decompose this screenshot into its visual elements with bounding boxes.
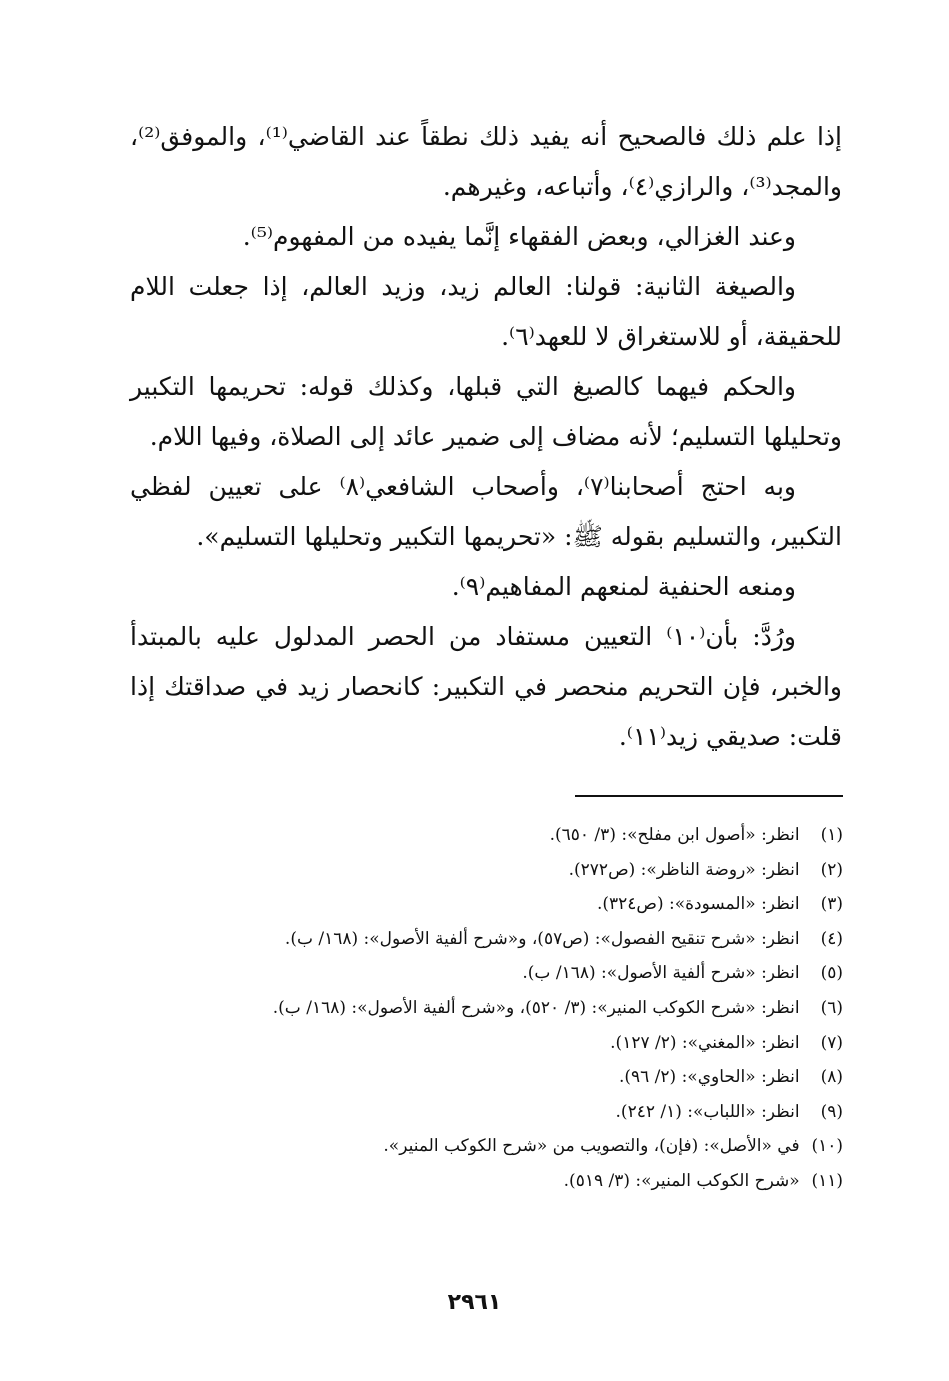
footnote-number: (١)	[820, 825, 843, 845]
footnote-number: (١١)	[811, 1170, 843, 1191]
footnote-text: انظر: «المسودة»: (ص٣٢٤).	[596, 894, 800, 915]
footnotes	[150, 818, 843, 1199]
footnote	[150, 887, 843, 922]
paragraph-2: وعند الغزالي، وبعض الفقهاء إنَّما يفيده من المفهوم⁽⁵⁾.	[242, 222, 796, 251]
footnote-separator	[575, 795, 843, 797]
paragraph-3: والصيغة الثانية: قولنا: العالم زيد، وزيد العالم، إذا جعلت اللام للحقيقة، أو للاستغراق لا للعهد⁽٦⁾.	[130, 272, 842, 351]
footnote-text: انظر: «الحاوي»: (٢/ ٩٦).	[618, 1067, 800, 1088]
footnote-text: انظر: «شرح الكوكب المنير»: (٣/ ٥٢٠)، و«شرح ألفية الأصول»: (١٦٨/ ب).	[272, 997, 800, 1018]
footnote-text: انظر: «اللباب»: (١/ ٢٤٢).	[615, 1101, 800, 1122]
page-number: ٢٩٦١	[447, 1290, 502, 1315]
main-text	[130, 112, 842, 762]
paragraph-4: والحكم فيهما كالصيغ التي قبلها، وكذلك قوله: تحريمها التكبير وتحليلها التسليم؛ لأنه مضاف إلى ضمير عائد إلى الصلاة، وفيها اللام.	[130, 372, 842, 451]
footnote-text: في «الأصل»: (فإن)، والتصويب من «شرح الكوكب المنير».	[383, 1136, 800, 1157]
footnote-text: انظر: «شرح تنقيح الفصول»: (ص٥٧)، و«شرح ألفية الأصول»: (١٦٨/ ب).	[284, 928, 800, 949]
footnote-number: (٧)	[820, 1032, 843, 1053]
footnote	[150, 1129, 843, 1164]
footnote-text: انظر: «المغني»: (٢/ ١٢٧).	[610, 1032, 800, 1053]
footnote-number: (٥)	[820, 963, 843, 984]
footnote-number: (٩)	[820, 1101, 843, 1122]
footnote-text: انظر: «شرح ألفية الأصول»: (١٦٨/ ب).	[522, 963, 800, 984]
footnote-number: (٨)	[820, 1067, 843, 1088]
footnote	[150, 1095, 843, 1130]
footnote	[150, 818, 843, 853]
footnote-number: (٣)	[820, 894, 843, 915]
footnote-number: (٦)	[820, 997, 843, 1018]
paragraph-6: ومنعه الحنفية لمنعهم المفاهيم⁽٩⁾.	[451, 572, 796, 601]
paragraph-5: وبه احتج أصحابنا⁽٧⁾، وأصحاب الشافعي⁽٨⁾ على تعيين لفظي التكبير، والتسليم بقوله ﷺ: «تحريمها التكبير وتحليلها التسليم».	[130, 472, 842, 551]
footnote	[150, 1164, 843, 1199]
footnote	[150, 922, 843, 957]
footnote-number: (١٠)	[811, 1136, 843, 1157]
footnote-text: انظر: «أصول ابن مفلح»: (٣/ ٦٥٠).	[549, 825, 800, 845]
footnote	[150, 1026, 843, 1061]
footnote	[150, 1060, 843, 1095]
footnote	[150, 956, 843, 991]
footnote	[150, 853, 843, 888]
paragraph-1: إذا علم ذلك فالصحيح أنه يفيد ذلك نطقاً عند القاضي⁽¹⁾، والموفق⁽²⁾، والمجد⁽³⁾، والرازي⁽٤⁾، وأتباعه، وغيرهم.	[130, 122, 842, 201]
footnote-text: «شرح الكوكب المنير»: (٣/ ٥١٩).	[563, 1170, 800, 1191]
footnote-number: (٢)	[820, 859, 843, 880]
footnote-number: (٤)	[820, 928, 843, 949]
footnote-text: انظر: «روضة الناظر»: (ص٢٧٢).	[568, 859, 800, 880]
paragraph-7: ورُدَّ: بأن⁽١٠⁾ التعيين مستفاد من الحصر المدلول عليه بالمبتدأ والخبر، فإن التحريم منحصر في التكبير: كانحصار زيد في صداقتك إذا قلت: صديقي زيد⁽١١⁾.	[130, 622, 842, 751]
footnote	[150, 991, 843, 1026]
